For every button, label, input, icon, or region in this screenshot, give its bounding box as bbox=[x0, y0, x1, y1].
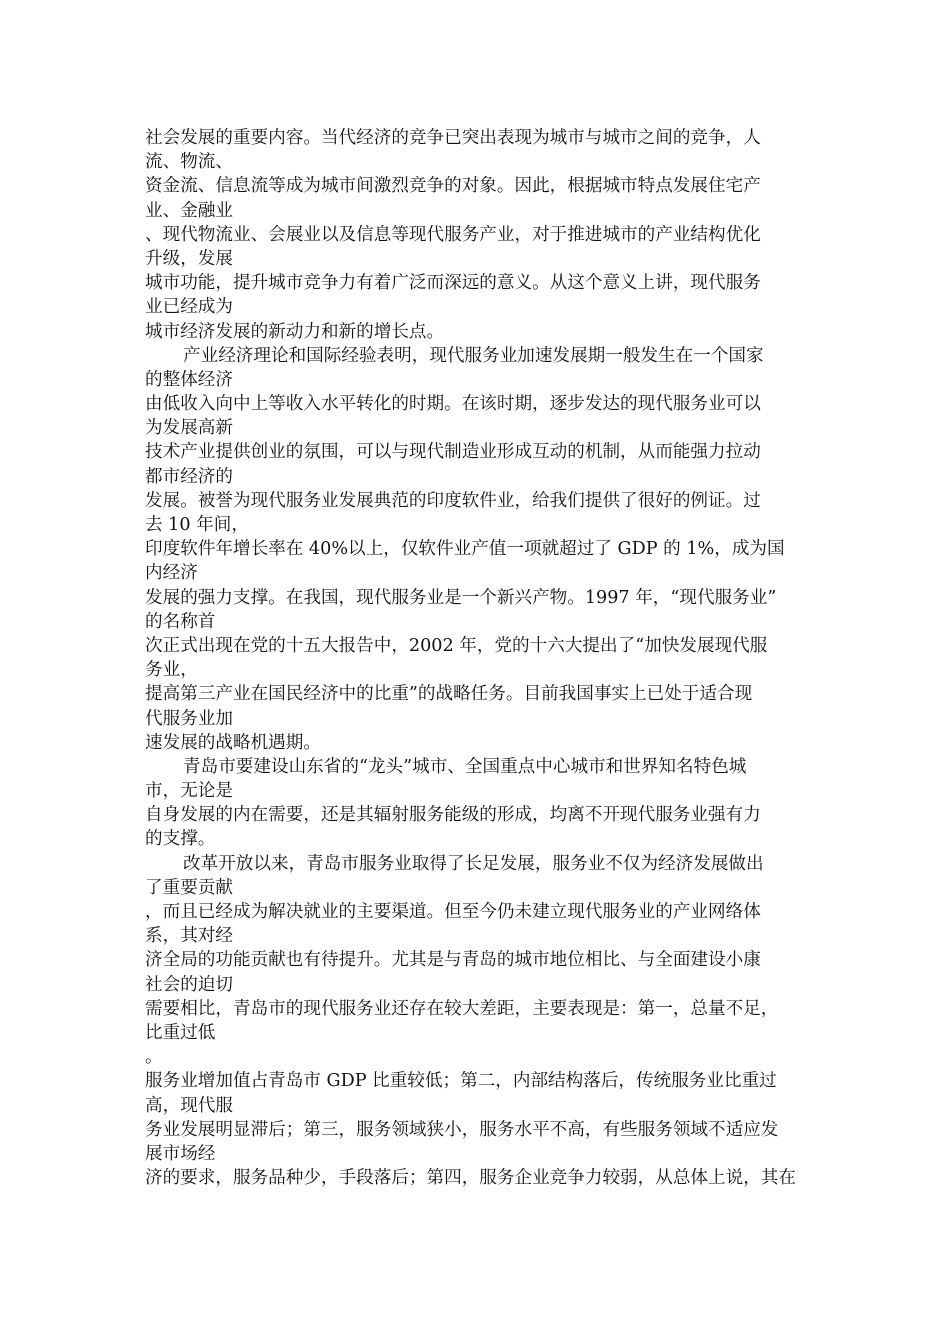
text-line: 了重要贡献 bbox=[145, 877, 233, 898]
text-line: 自身发展的内在需要，还是其辐射服务能级的形成，均离不开现代服务业强有力 bbox=[145, 805, 761, 826]
text-line: 印度软件年增长率在 40%以上，仅软件业产值一项就超过了 GDP 的 1%，成为国 bbox=[145, 539, 785, 560]
text-line: 济全局的功能贡献也有待提升。尤其是与青岛的城市地位相比、与全面建设小康 bbox=[145, 950, 761, 971]
text-line: 市，无论是 bbox=[145, 781, 233, 802]
text-line: 内经济 bbox=[145, 563, 198, 584]
text-line: 发展的强力支撑。在我国，现代服务业是一个新兴产物。1997 年，“现代服务业” bbox=[145, 587, 777, 608]
text-line: 的名称首 bbox=[145, 611, 216, 632]
text-line: 去 10 年间， bbox=[145, 515, 249, 535]
text-line: 由低收入向中上等收入水平转化的时期。在该时期，逐步发达的现代服务业可以 bbox=[145, 394, 761, 415]
text-line: 需要相比，青岛市的现代服务业还存在较大差距，主要表现是：第一，总量不足， bbox=[145, 998, 779, 1019]
text-line: 务业发展明显滞后；第三，服务领域狭小，服务水平不高，有些服务领域不适应发 bbox=[145, 1119, 779, 1140]
body-text bbox=[145, 126, 815, 1190]
paragraph-first-line: 产业经济理论和国际经验表明，现代服务业加速发展期一般发生在一个国家 bbox=[183, 345, 764, 366]
text-line: ，而且已经成为解决就业的主要渠道。但至今仍未建立现代服务业的产业网络体 bbox=[145, 902, 761, 922]
text-line: 业已经成为 bbox=[145, 297, 233, 318]
text-line: 资金流、信息流等成为城市间激烈竞争的对象。因此，根据城市特点发展住宅产 bbox=[145, 176, 761, 197]
text-line: 为发展高新 bbox=[145, 418, 233, 439]
text-line: 、现代物流业、会展业以及信息等现代服务产业，对于推进城市的产业结构优化 bbox=[145, 224, 761, 245]
text-line: 业、金融业 bbox=[145, 200, 233, 221]
text-line: 社会的迫切 bbox=[145, 974, 233, 995]
text-line: 代服务业加 bbox=[145, 708, 233, 729]
text-line: 速发展的战略机遇期。 bbox=[145, 732, 321, 753]
text-line: 高，现代服 bbox=[145, 1095, 233, 1116]
text-line: 流、物流、 bbox=[145, 152, 233, 173]
text-line: 城市功能，提升城市竞争力有着广泛而深远的意义。从这个意义上讲，现代服务 bbox=[145, 273, 761, 294]
text-line: 务业， bbox=[145, 660, 198, 681]
text-line: 的整体经济 bbox=[145, 369, 233, 390]
text-line: 服务业增加值占青岛市 GDP 比重较低；第二，内部结构落后，传统服务业比重过 bbox=[145, 1071, 777, 1092]
text-line: 技术产业提供创业的氛围，可以与现代制造业形成互动的机制，从而能强力拉动 bbox=[145, 442, 761, 463]
text-line: 提高第三产业在国民经济中的比重”的战略任务。目前我国事实上已处于适合现 bbox=[145, 684, 753, 705]
text-line: 系，其对经 bbox=[145, 926, 233, 947]
text-line: 发展。被誉为现代服务业发展典范的印度软件业，给我们提供了很好的例证。过 bbox=[145, 490, 761, 511]
paragraph-first-line: 改革开放以来，青岛市服务业取得了长足发展，服务业不仅为经济发展做出 bbox=[183, 853, 764, 874]
text-line: 的支撑。 bbox=[145, 829, 216, 850]
text-line: 济的要求，服务品种少，手段落后；第四，服务企业竞争力较弱，从总体上说，其在 bbox=[145, 1168, 796, 1189]
paragraph-first-line: 青岛市要建设山东省的“龙头”城市、全国重点中心城市和世界知名特色城 bbox=[183, 756, 747, 777]
text-line: 次正式出现在党的十五大报告中，2002 年，党的十六大提出了“加快发展现代服 bbox=[145, 635, 768, 656]
text-line: 比重过低 bbox=[145, 1022, 216, 1043]
text-line: 都市经济的 bbox=[145, 466, 233, 487]
text-line: 。 bbox=[145, 1047, 163, 1068]
text-line: 城市经济发展的新动力和新的增长点。 bbox=[145, 321, 445, 342]
text-line: 升级，发展 bbox=[145, 248, 233, 269]
text-line: 社会发展的重要内容。当代经济的竞争已突出表现为城市与城市之间的竞争，人 bbox=[145, 128, 761, 148]
text-line: 展市场经 bbox=[145, 1143, 216, 1164]
